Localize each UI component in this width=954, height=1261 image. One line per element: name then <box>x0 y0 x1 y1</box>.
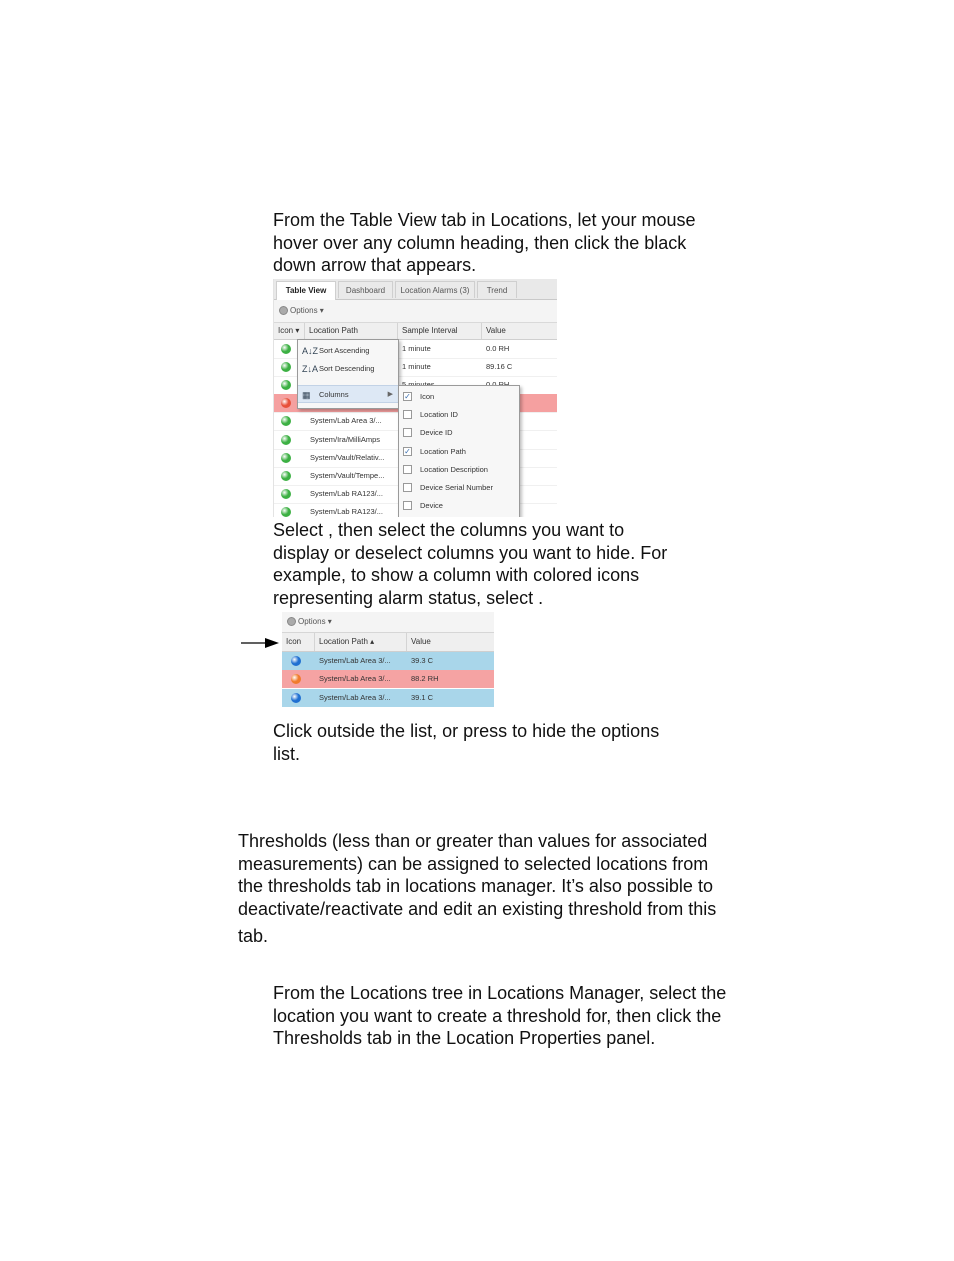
menu-item-sort-descending[interactable] <box>298 360 398 378</box>
chevron-right-icon: ▶ <box>387 391 393 398</box>
cell-location-path: System/Vault/Relativ... <box>310 452 385 462</box>
cell-location-path: System/Lab Area 3/... <box>319 674 391 684</box>
column-header-icon[interactable]: Icon <box>282 633 315 651</box>
arrow-right-icon <box>241 636 281 650</box>
column-option[interactable] <box>399 479 519 497</box>
text-line: down arrow that appears. <box>273 255 477 276</box>
options-button[interactable] <box>279 305 324 317</box>
instruction-hover-column <box>273 209 696 277</box>
instruction-thresholds-tab <box>273 982 726 1050</box>
columns-icon: ▦ <box>302 390 311 400</box>
options-toolbar <box>282 612 494 633</box>
column-checkbox[interactable] <box>403 465 412 474</box>
options-label: Options ▾ <box>290 306 324 315</box>
cell-value: 88.2 RH <box>411 674 439 684</box>
text-line: example, to show a column with colored icons <box>273 565 640 586</box>
column-checkbox[interactable] <box>403 428 412 437</box>
column-option[interactable] <box>399 443 519 461</box>
status-icon <box>281 435 291 445</box>
gear-icon <box>287 617 296 626</box>
text-line: the thresholds tab in locations manager. It’s also possible to <box>238 876 713 897</box>
cell-location-path: System/Lab Area 3/... <box>310 416 382 426</box>
options-toolbar <box>274 300 557 323</box>
text-line: location you want to create a threshold for, then click the <box>273 1005 722 1026</box>
tab-bar <box>274 279 557 300</box>
column-option-label: Device Serial Number <box>420 483 493 492</box>
column-checkbox[interactable] <box>403 410 412 419</box>
column-checkbox[interactable]: ✓ <box>404 392 411 401</box>
column-header-icon[interactable]: Icon ▾ <box>274 323 305 339</box>
status-icon <box>291 656 301 666</box>
text-line: tab. <box>238 926 269 947</box>
cell-location-path: System/Lab Area 3/... <box>319 692 391 702</box>
text-line: Click outside the list, or press to hide the options <box>273 721 660 741</box>
table-row[interactable] <box>282 670 494 688</box>
text-line: measurements) can be assigned to selected locations from <box>238 853 709 874</box>
column-header-location-path[interactable]: Location Path ▴ <box>315 633 407 651</box>
column-header-value[interactable]: Value <box>411 637 431 646</box>
status-icon <box>291 693 301 703</box>
table-row[interactable] <box>282 689 494 707</box>
cell-value: 39.3 C <box>411 656 434 665</box>
text-line: list. <box>273 743 300 764</box>
icon-column-screenshot <box>282 612 494 707</box>
column-header-location-path[interactable]: Location Path <box>305 323 398 339</box>
menu-item-label: Sort Ascending <box>319 346 370 355</box>
tab-dashboard[interactable]: Dashboard <box>338 281 393 298</box>
status-icon <box>281 362 291 372</box>
instruction-select-columns <box>273 519 667 609</box>
sort-ascending-icon: A↓Z <box>302 346 319 356</box>
text-line: deactivate/reactivate and edit an existing threshold from this <box>238 898 717 919</box>
column-header-value[interactable]: Value <box>486 326 506 335</box>
menu-item-label: Columns <box>319 390 349 399</box>
text-line: Thresholds tab in the Location Properties panel. <box>273 1028 656 1049</box>
status-icon <box>291 674 301 684</box>
status-icon <box>281 380 291 390</box>
thresholds-description <box>238 830 716 948</box>
status-icon <box>281 471 291 481</box>
cell-value: 89.16 C <box>486 362 513 372</box>
column-option-label: Location Path <box>420 446 466 456</box>
tab-table-view[interactable]: Table View <box>276 281 336 300</box>
menu-item-columns[interactable] <box>298 385 398 403</box>
cell-location-path: System/Vault/Tempe... <box>310 470 385 480</box>
table-header <box>282 633 494 652</box>
gear-icon <box>279 306 288 315</box>
sort-descending-icon: Z↓A <box>302 364 319 374</box>
text-line: hover over any column heading, then click the black <box>273 232 687 253</box>
cell-location-path: System/Lab RA123/... <box>310 488 383 498</box>
cell-value: 39.1 C <box>411 692 434 702</box>
status-icon <box>281 416 291 426</box>
status-icon <box>281 344 291 354</box>
text-line: display or deselect columns you want to hide. For <box>273 542 668 563</box>
status-icon <box>281 489 291 499</box>
column-option-label: Icon <box>420 392 435 401</box>
options-label: Options ▾ <box>298 617 332 626</box>
cell-sample-interval: 1 minute <box>402 344 431 353</box>
text-line: Thresholds (less than or greater than values for associated <box>238 831 708 851</box>
cell-location-path: System/Lab Area 3/... <box>319 656 391 665</box>
column-option[interactable] <box>399 406 519 424</box>
tab-trend[interactable]: Trend <box>477 281 517 298</box>
cell-value: 0.0 RH <box>486 344 510 353</box>
column-option-label: Device <box>420 501 443 511</box>
options-button[interactable] <box>287 616 332 628</box>
column-checkbox[interactable]: ✓ <box>404 446 411 456</box>
status-icon <box>281 398 291 408</box>
column-option-label: Location Description <box>420 464 488 474</box>
menu-item-label: Sort Descending <box>319 364 375 373</box>
column-option[interactable] <box>399 388 519 406</box>
column-context-menu <box>297 339 399 409</box>
column-option[interactable] <box>399 461 519 479</box>
table-header <box>274 323 557 340</box>
column-header-sample-interval[interactable]: Sample Interval <box>398 323 482 339</box>
text-line: Select , then select the columns you want to <box>273 520 625 540</box>
tab-location-alarms[interactable]: Location Alarms (3) <box>395 281 475 298</box>
column-checkbox[interactable] <box>403 501 412 510</box>
instruction-hide-options <box>273 720 659 765</box>
text-line: From the Table View tab in Locations, let your mouse <box>273 210 696 230</box>
cell-location-path: System/Ira/MilliAmps <box>310 434 381 444</box>
column-option-label: Location ID <box>420 410 458 420</box>
column-option-label: Device ID <box>420 428 453 438</box>
status-icon <box>281 453 291 463</box>
menu-item-sort-ascending[interactable] <box>298 342 398 360</box>
column-option[interactable] <box>399 497 519 515</box>
status-icon <box>281 507 291 517</box>
table-row[interactable] <box>282 652 494 670</box>
table-view-screenshot <box>273 279 557 517</box>
text-line: From the Locations tree in Locations Manager, select the <box>273 983 727 1003</box>
column-option[interactable] <box>399 424 519 442</box>
cell-location-path: System/Lab RA123/... <box>310 506 383 516</box>
column-checkbox[interactable] <box>403 483 412 492</box>
cell-sample-interval: 1 minute <box>402 362 431 372</box>
columns-submenu <box>398 385 520 517</box>
text-line: representing alarm status, select . <box>273 587 544 608</box>
